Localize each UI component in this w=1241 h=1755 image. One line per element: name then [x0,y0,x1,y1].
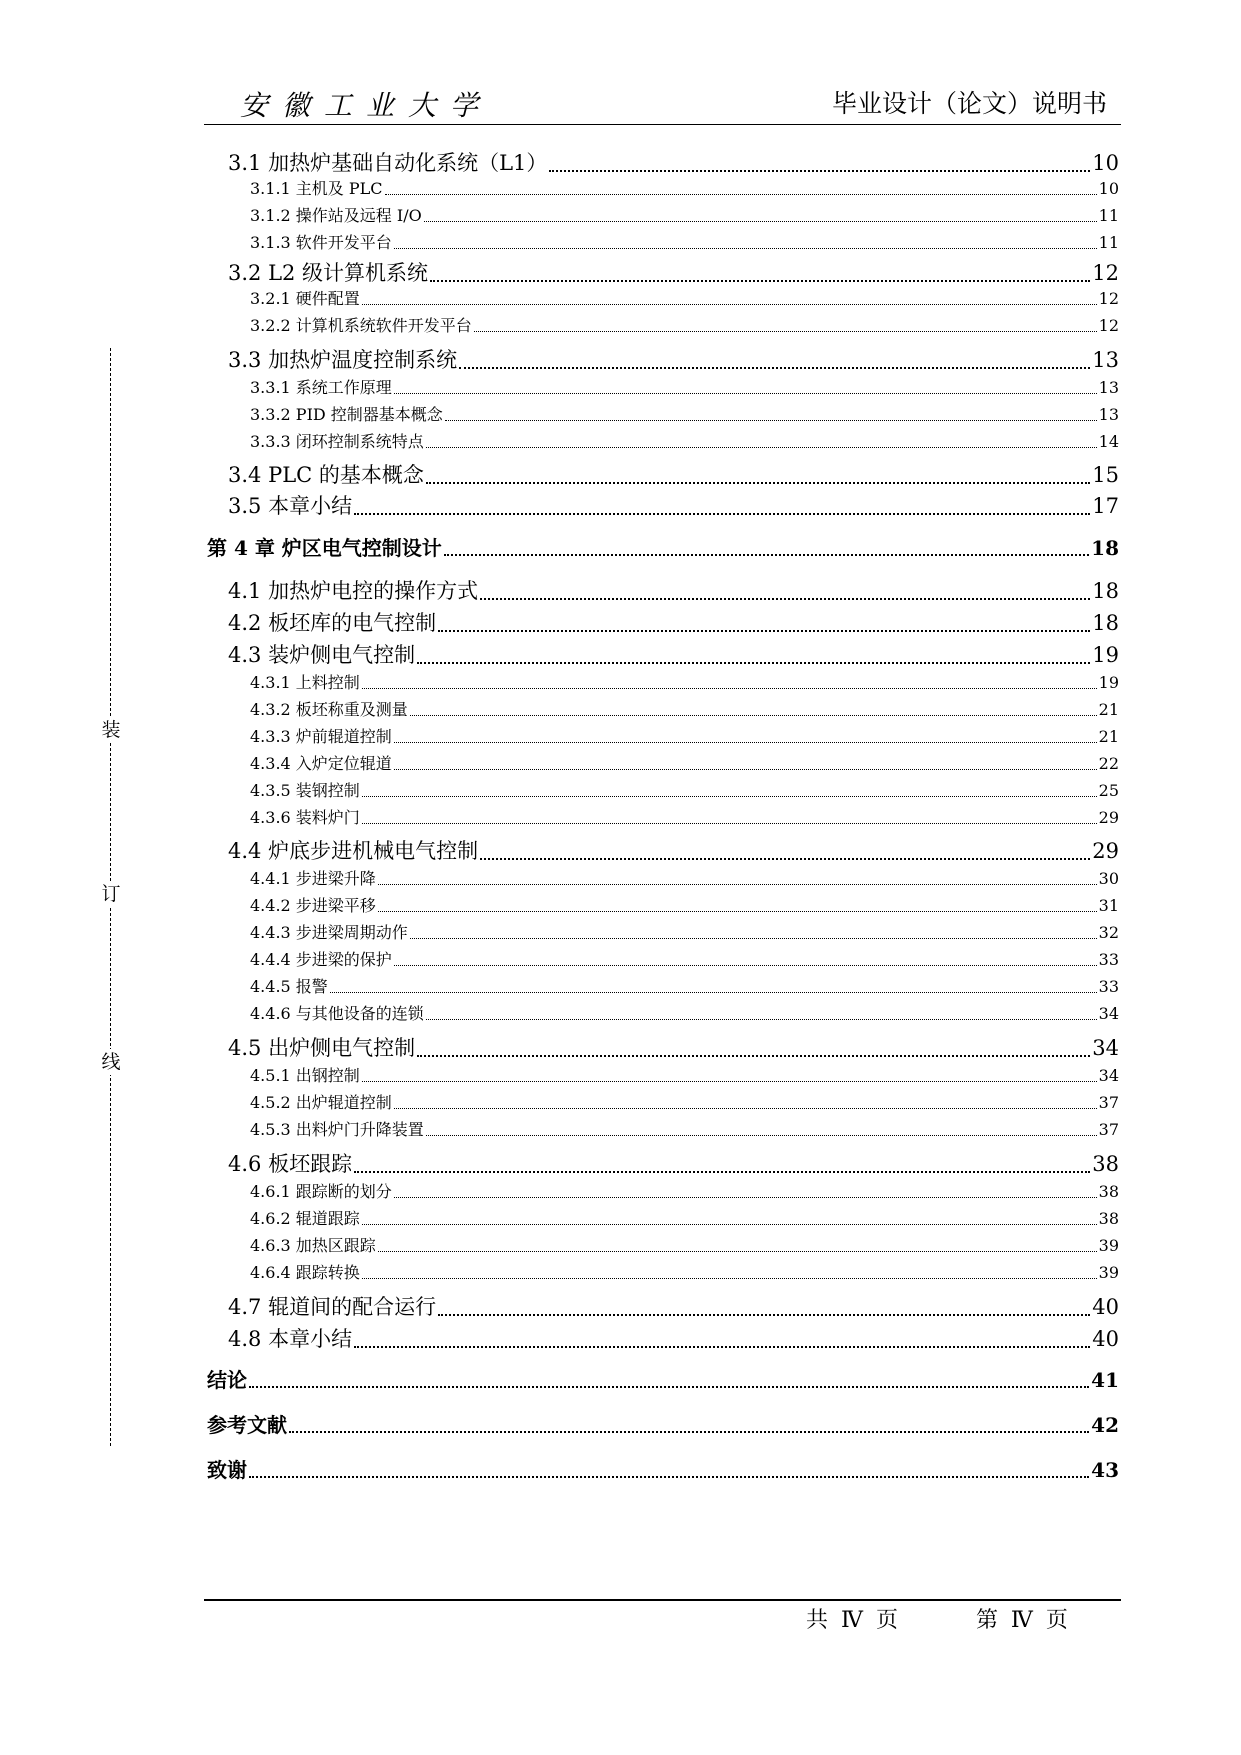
toc-entry-title: 3.4 PLC 的基本概念 [228,463,424,487]
toc-leader-dots [426,1019,1097,1020]
toc-entry-title: 4.4.3 步进梁周期动作 [250,923,408,942]
toc-entry[interactable] [228,490,1119,520]
toc-leader-dots [410,938,1097,939]
toc-entry-page: 10 [1098,179,1119,198]
toc-entry-page: 33 [1098,950,1119,969]
toc-entry-page: 29 [1092,839,1119,863]
toc-entry[interactable] [228,575,1119,605]
toc-entry-page: 34 [1098,1004,1119,1023]
toc-entry[interactable] [250,751,1119,774]
toc-leader-dots [378,884,1097,885]
toc-entry-page: 18 [1091,536,1119,560]
toc-leader-dots [378,1251,1097,1252]
toc-leader-dots [362,823,1097,824]
toc-entry-title: 3.1.2 操作站及远程 I/O [250,206,422,225]
toc-entry-page: 41 [1091,1368,1119,1392]
toc-leader-dots [417,662,1090,664]
toc-entry-page: 12 [1098,316,1119,335]
toc-entry-page: 13 [1098,405,1119,424]
toc-entry-page: 39 [1098,1236,1119,1255]
toc-entry[interactable] [250,1117,1119,1140]
toc-leader-dots [362,688,1097,689]
toc-entry-title: 3.1.1 主机及 PLC [250,179,383,198]
toc-entry-page: 42 [1091,1413,1119,1437]
toc-entry-page: 30 [1098,869,1119,888]
toc-leader-dots [549,170,1090,172]
toc-leader-dots [410,715,1097,716]
page-header [204,78,1121,125]
current-page-label: 第 Ⅳ 页 [975,1608,1068,1633]
toc-leader-dots [362,1278,1097,1279]
toc-entry-title: 4.3 装炉侧电气控制 [228,643,416,667]
toc-entry[interactable] [250,429,1119,452]
toc-leader-dots [394,1197,1097,1198]
toc-entry[interactable] [250,778,1119,801]
toc-entry[interactable] [207,1409,1119,1438]
toc-entry[interactable] [250,866,1119,889]
toc-leader-dots [426,482,1090,484]
toc-entry[interactable] [250,1233,1119,1256]
toc-leader-dots [394,769,1097,770]
toc-leader-dots [394,1108,1097,1109]
toc-entry[interactable] [250,1001,1119,1024]
toc-entry-title: 参考文献 [207,1413,287,1437]
toc-entry-page: 34 [1092,1036,1119,1060]
toc-entry-title: 3.1 加热炉基础自动化系统（L1） [228,151,548,175]
toc-entry[interactable] [228,459,1119,489]
toc-entry[interactable] [250,1179,1119,1202]
document-title: 毕业设计（论文）说明书 [831,89,1107,118]
toc-entry-title: 3.3.1 系统工作原理 [250,378,392,397]
binding-char-xian: 线 [98,1049,124,1075]
toc-leader-dots [394,393,1097,394]
toc-entry[interactable] [250,230,1119,253]
toc-leader-dots [394,248,1097,249]
toc-entry-title: 3.2.2 计算机系统软件开发平台 [250,316,472,335]
toc-entry-page: 40 [1092,1295,1119,1319]
toc-entry-title: 4.3.2 板坯称重及测量 [250,700,408,719]
toc-leader-dots [378,911,1097,912]
toc-entry-page: 34 [1098,1066,1119,1085]
toc-entry-page: 43 [1091,1458,1119,1482]
toc-leader-dots [459,367,1090,369]
toc-entry-title: 4.5.3 出料炉门升降装置 [250,1120,424,1139]
toc-entry-page: 33 [1098,977,1119,996]
toc-entry-page: 13 [1098,378,1119,397]
toc-entry[interactable] [228,639,1119,669]
toc-entry[interactable] [250,286,1119,309]
toc-entry[interactable] [228,1032,1119,1062]
toc-entry-page: 25 [1098,781,1119,800]
toc-entry-title: 4.3.6 装料炉门 [250,808,360,827]
toc-entry-title: 3.5 本章小结 [228,494,353,518]
toc-leader-dots [438,630,1090,632]
toc-entry-title: 3.2.1 硬件配置 [250,289,360,308]
toc-entry[interactable] [250,947,1119,970]
toc-entry-title: 4.4.1 步进梁升降 [250,869,376,888]
toc-entry[interactable] [250,805,1119,828]
toc-leader-dots [430,280,1090,282]
toc-entry[interactable] [228,344,1119,374]
toc-entry-title: 3.3 加热炉温度控制系统 [228,348,458,372]
toc-entry-title: 3.3.3 闭环控制系统特点 [250,432,424,451]
toc-entry-page: 13 [1092,348,1119,372]
toc-entry[interactable] [250,697,1119,720]
toc-entry-title: 4.4.6 与其他设备的连锁 [250,1004,424,1023]
toc-entry-page: 14 [1098,432,1119,451]
toc-entry[interactable] [228,835,1119,865]
toc-entry-page: 19 [1092,643,1119,667]
toc-entry-page: 11 [1098,233,1119,252]
toc-leader-dots [426,1135,1097,1136]
toc-entry[interactable] [250,920,1119,943]
toc-entry[interactable] [250,893,1119,916]
page-footer [806,1603,1068,1634]
toc-entry-page: 39 [1098,1263,1119,1282]
toc-entry[interactable] [228,1291,1119,1321]
toc-entry-title: 4.7 辊道间的配合运行 [228,1295,437,1319]
toc-entry[interactable] [207,532,1119,561]
toc-entry[interactable] [250,203,1119,226]
toc-entry[interactable] [250,176,1119,199]
toc-leader-dots [426,447,1097,448]
toc-entry[interactable] [250,402,1119,425]
toc-entry-page: 12 [1098,289,1119,308]
toc-entry[interactable] [250,313,1119,336]
toc-entry[interactable] [228,607,1119,637]
toc-entry-title: 第 4 章 炉区电气控制设计 [207,536,442,560]
toc-entry-page: 37 [1098,1120,1119,1139]
toc-entry-page: 31 [1098,896,1119,915]
toc-entry-title: 4.4 炉底步进机械电气控制 [228,839,479,863]
toc-entry-page: 38 [1092,1152,1119,1176]
toc-entry-title: 4.5 出炉侧电气控制 [228,1036,416,1060]
toc-entry-title: 4.3.1 上料控制 [250,673,360,692]
binding-char-ding: 订 [98,881,124,907]
toc-entry-title: 3.3.2 PID 控制器基本概念 [250,405,443,424]
toc-leader-dots [480,598,1090,600]
toc-entry-title: 3.1.3 软件开发平台 [250,233,392,252]
toc-entry-title: 结论 [207,1368,247,1392]
toc-entry-page: 15 [1092,463,1119,487]
toc-entry-title: 致谢 [207,1458,247,1482]
binding-char-zhuang: 装 [98,717,124,743]
toc-entry[interactable] [228,257,1119,287]
toc-entry[interactable] [250,1206,1119,1229]
toc-entry-title: 4.1 加热炉电控的操作方式 [228,579,479,603]
toc-entry[interactable] [250,1260,1119,1283]
toc-entry-title: 4.5.1 出钢控制 [250,1066,360,1085]
toc-entry-title: 4.8 本章小结 [228,1327,353,1351]
toc-leader-dots [444,554,1089,556]
toc-entry-title: 4.6.3 加热区跟踪 [250,1236,376,1255]
toc-leader-dots [249,1386,1089,1388]
toc-entry-title: 3.2 L2 级计算机系统 [228,261,429,285]
toc-leader-dots [362,304,1097,305]
toc-entry-page: 12 [1092,261,1119,285]
toc-entry-title: 4.3.4 入炉定位辊道 [250,754,392,773]
total-pages-label: 共 Ⅳ 页 [806,1608,898,1633]
toc-entry-title: 4.6.1 跟踪断的划分 [250,1182,392,1201]
toc-entry[interactable] [250,1090,1119,1113]
toc-entry-page: 29 [1098,808,1119,827]
toc-entry-title: 4.3.5 装钢控制 [250,781,360,800]
toc-entry-title: 4.5.2 出炉辊道控制 [250,1093,392,1112]
toc-leader-dots [354,513,1090,515]
toc-entry-page: 22 [1098,754,1119,773]
toc-leader-dots [330,992,1097,993]
toc-leader-dots [289,1431,1089,1433]
toc-leader-dots [445,420,1097,421]
toc-entry[interactable] [250,724,1119,747]
toc-leader-dots [474,331,1097,332]
toc-leader-dots [480,858,1090,860]
toc-entry-page: 37 [1098,1093,1119,1112]
toc-entry-page: 32 [1098,923,1119,942]
toc-entry[interactable] [207,1454,1119,1483]
toc-entry-title: 4.4.4 步进梁的保护 [250,950,392,969]
toc-leader-dots [394,965,1097,966]
toc-entry-page: 21 [1098,700,1119,719]
toc-entry-page: 18 [1092,611,1119,635]
toc-entry-title: 4.4.2 步进梁平移 [250,896,376,915]
toc-entry[interactable] [228,147,1119,177]
toc-entry[interactable] [250,375,1119,398]
toc-entry-page: 11 [1098,206,1119,225]
toc-entry-page: 38 [1098,1182,1119,1201]
toc-entry[interactable] [250,974,1119,997]
toc-entry-page: 18 [1092,579,1119,603]
toc-entry-page: 40 [1092,1327,1119,1351]
toc-leader-dots [438,1314,1090,1316]
toc-entry[interactable] [228,1148,1119,1178]
toc-entry-title: 4.6.4 跟踪转换 [250,1263,360,1282]
university-logo-text: 安徽工业大学 [240,89,493,122]
toc-entry-page: 10 [1092,151,1119,175]
toc-entry-page: 21 [1098,727,1119,746]
toc-entry-title: 4.6 板坯跟踪 [228,1152,353,1176]
toc-leader-dots [417,1055,1090,1057]
toc-leader-dots [394,742,1097,743]
toc-entry-title: 4.3.3 炉前辊道控制 [250,727,392,746]
toc-leader-dots [362,796,1097,797]
toc-leader-dots [354,1346,1090,1348]
toc-entry[interactable] [207,1364,1119,1393]
toc-entry-title: 4.2 板坯库的电气控制 [228,611,437,635]
toc-entry[interactable] [250,1063,1119,1086]
toc-leader-dots [385,194,1097,195]
toc-entry-page: 17 [1092,494,1119,518]
toc-leader-dots [249,1476,1089,1478]
footer-rule [204,1599,1121,1601]
toc-entry[interactable] [250,670,1119,693]
toc-entry-title: 4.6.2 辊道跟踪 [250,1209,360,1228]
toc-entry-page: 19 [1098,673,1119,692]
toc-leader-dots [362,1081,1097,1082]
toc-leader-dots [424,221,1097,222]
toc-entry[interactable] [228,1323,1119,1353]
toc-leader-dots [354,1171,1090,1173]
toc-leader-dots [362,1224,1097,1225]
toc-entry-page: 38 [1098,1209,1119,1228]
toc-entry-title: 4.4.5 报警 [250,977,328,996]
